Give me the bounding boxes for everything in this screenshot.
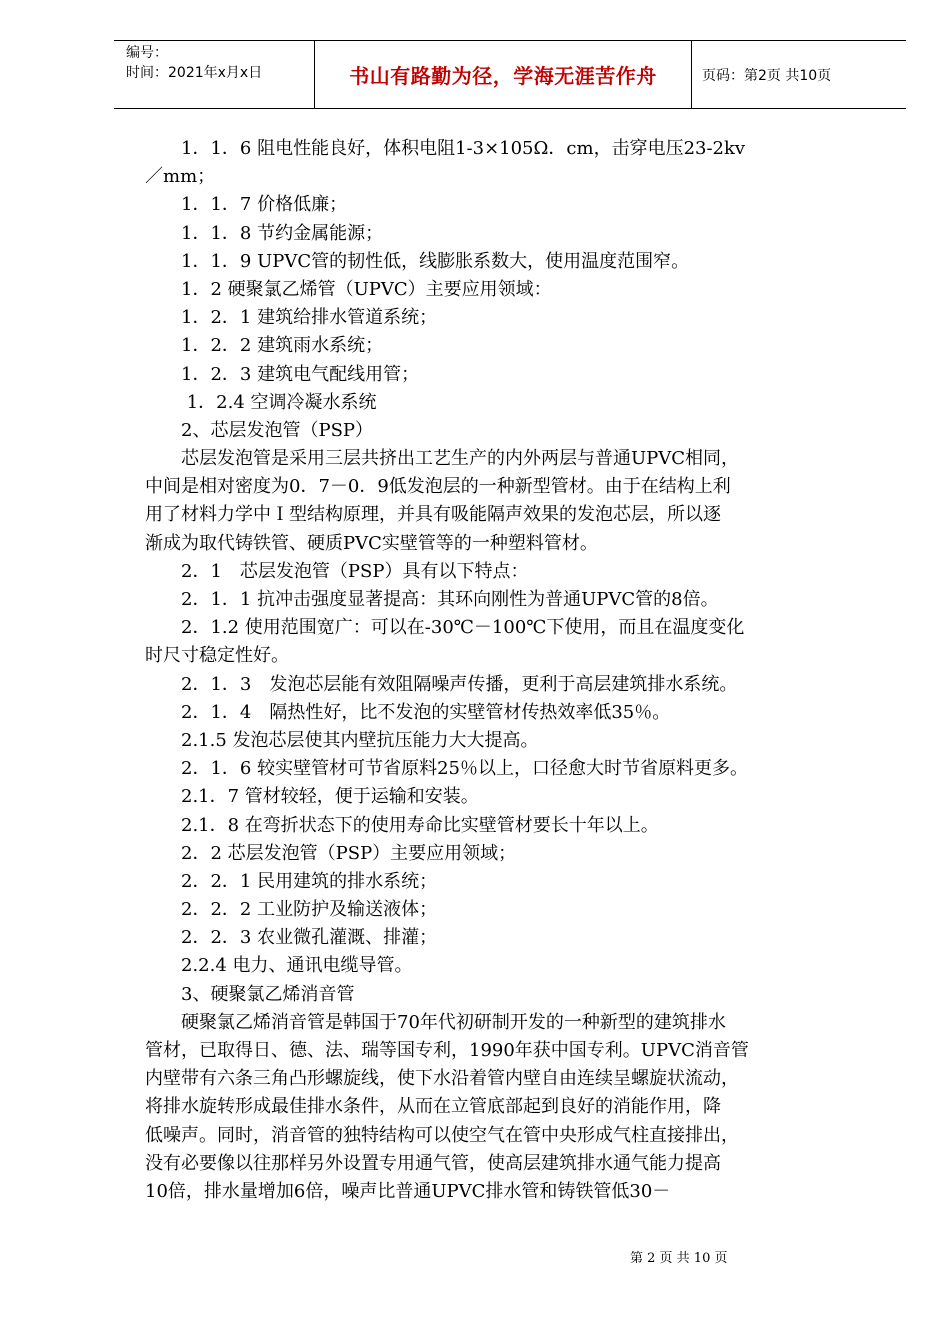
- document-number-label: 编号：: [126, 45, 168, 61]
- text-line: 2．2．1 民用建筑的排水系统；: [145, 870, 438, 892]
- text-line: 2.2.4 电力、通讯电缆导管。: [145, 955, 413, 977]
- text-line: 1．1．6 阻电性能良好，体积电阻1-3×105Ω．cm，击穿电压23-2kv: [145, 138, 746, 159]
- text-line: 内壁带有六条三角凸形螺旋线，使下水沿着管内壁自由连续呈螺旋状流动，: [145, 1068, 739, 1090]
- text-line: 1．2．3 建筑电气配线用管；: [145, 363, 420, 385]
- text-line: 2．2．2 工业防护及输送液体；: [145, 899, 438, 921]
- header-motto: 书山有路勤为径，学海无涯苦作舟: [315, 41, 692, 108]
- text-line: 2．2 芯层发泡管（PSP）主要应用领域；: [145, 842, 517, 864]
- text-line: 将排水旋转形成最佳排水条件，从而在立管底部起到良好的消能作用，降: [145, 1096, 721, 1118]
- text-line: 2．1．3 发泡芯层能有效阻隔噪声传播，更利于高层建筑排水系统。: [145, 673, 738, 695]
- text-line: 2.1.5 发泡芯层使其内壁抗压能力大大提高。: [145, 729, 539, 751]
- document-body: [145, 135, 880, 1206]
- text-line: 2．1．6 较实壁管材可节省原料25％以上，口径愈大时节省原料更多。: [145, 758, 748, 780]
- text-line: 2．2．3 农业微孔灌溉、排灌；: [145, 927, 438, 949]
- text-line: 芯层发泡管是采用三层共挤出工艺生产的内外两层与普通UPVC相同，: [145, 448, 740, 470]
- text-line: ／mm；: [145, 166, 216, 188]
- text-line: 1．1．9 UPVC管的韧性低，线膨胀系数大，使用温度范围窄。: [145, 250, 690, 272]
- document-time-label: 时间：2021年x月x日: [126, 65, 263, 81]
- page-footer: 第 2 页 共 10 页: [630, 1251, 728, 1266]
- text-line: 用了材料力学中Ｉ型结构原理，并具有吸能隔声效果的发泡芯层，所以逐: [145, 504, 721, 526]
- text-line: 中间是相对密度为0．7－0．9低发泡层的一种新型管材。由于在结构上利: [145, 476, 731, 498]
- text-line: 2.1．7 管材较轻，便于运输和安装。: [145, 786, 479, 808]
- text-line: 2.1．8 在弯折状态下的使用寿命比实壁管材要长十年以上。: [145, 814, 659, 836]
- text-line: 1．1．7 价格低廉；: [145, 194, 348, 216]
- text-line: 10倍，排水量增加6倍，噪声比普通UPVC排水管和铸铁管低30－: [145, 1180, 671, 1202]
- text-line: 1．2．2 建筑雨水系统；: [145, 335, 384, 357]
- text-line: 管材，已取得日、德、法、瑞等国专利，1990年获中国专利。UPVC消音管: [145, 1040, 749, 1061]
- text-line: 2、芯层发泡管（PSP）: [145, 419, 374, 441]
- text-line: 2．1.2 使用范围宽广：可以在-30℃－100℃下使用，而且在温度变化: [145, 617, 745, 639]
- text-line: 2．1 芯层发泡管（PSP）具有以下特点：: [145, 560, 529, 582]
- text-line: 3、硬聚氯乙烯消音管: [145, 983, 355, 1005]
- text-line: 1．2.4 空调冷凝水系统: [145, 391, 377, 413]
- header-meta: [114, 41, 315, 108]
- text-line: 没有必要像以往那样另外设置专用通气管，使高层建筑排水通气能力提高: [145, 1152, 721, 1174]
- text-line: 1．2 硬聚氯乙烯管（UPVC）主要应用领域：: [145, 278, 552, 300]
- header-page-info: 页码：第2页 共10页: [702, 67, 832, 84]
- text-line: 2．1．4 隔热性好，比不发泡的实壁管材传热效率低35％。: [145, 701, 671, 723]
- text-line: 低噪声。同时，消音管的独特结构可以使空气在管中央形成气柱直接排出，: [145, 1124, 739, 1146]
- text-line: 渐成为取代铸铁管、硬质PVC实壁管等的一种塑料管材。: [145, 532, 598, 554]
- text-line: 2．1．1 抗冲击强度显著提高：其环向刚性为普通UPVC管的8倍。: [145, 589, 719, 610]
- text-line: 1．1．8 节约金属能源；: [145, 222, 384, 244]
- text-line: 时尺寸稳定性好。: [145, 645, 289, 667]
- text-line: 1．2．1 建筑给排水管道系统；: [145, 307, 438, 329]
- page-header: [114, 40, 906, 109]
- text-line: 硬聚氯乙烯消音管是韩国于70年代初研制开发的一种新型的建筑排水: [145, 1011, 726, 1033]
